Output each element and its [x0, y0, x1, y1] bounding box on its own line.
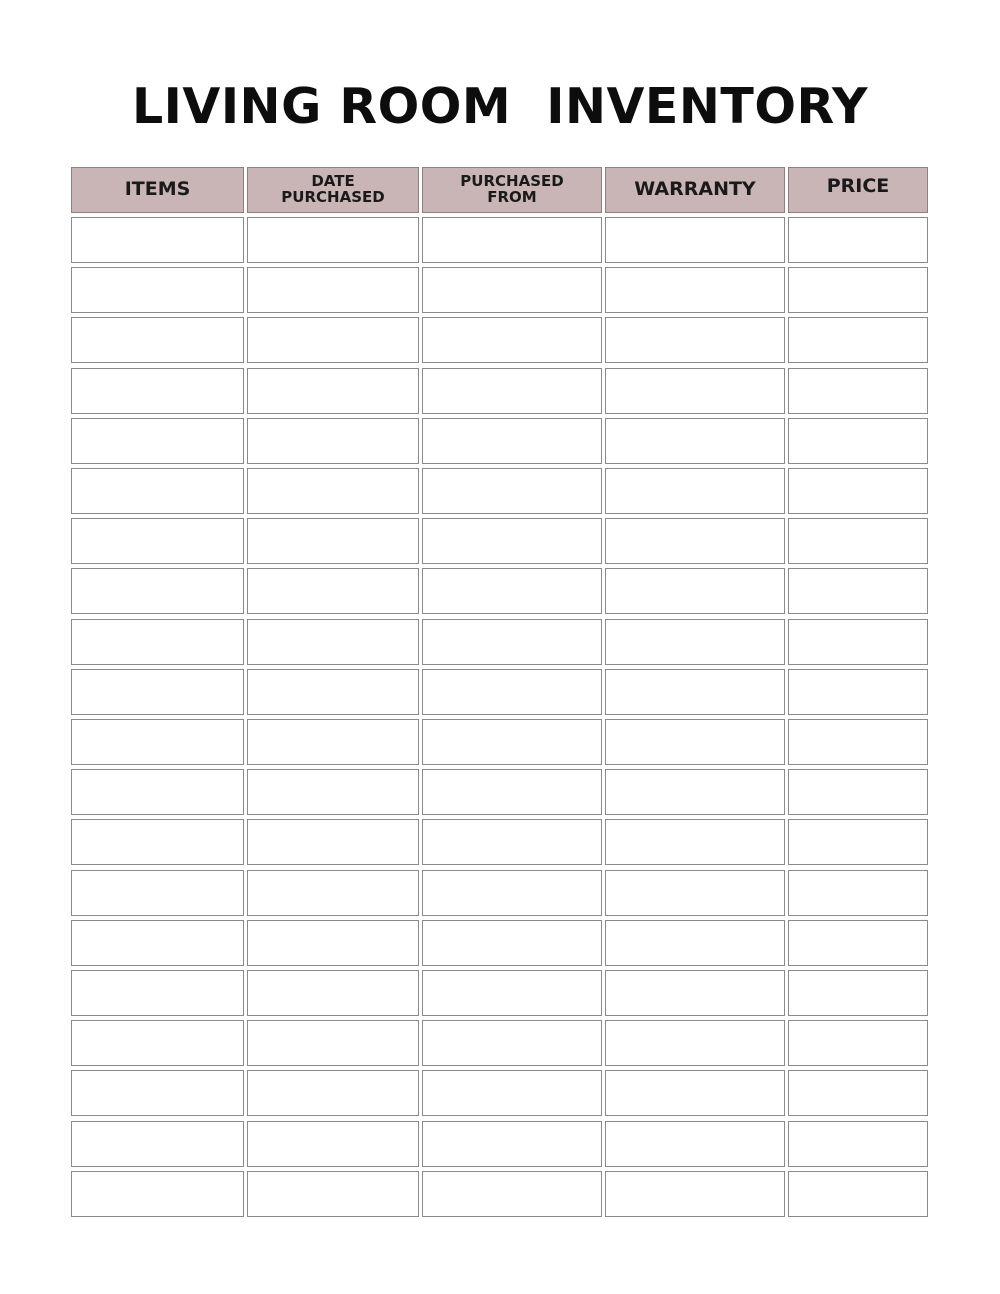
entry-cell-warranty[interactable] [605, 217, 785, 263]
entry-cell-items[interactable] [71, 518, 244, 564]
column-header-purchased-from [422, 167, 602, 213]
entry-cell-warranty[interactable] [605, 819, 785, 865]
column-header-label: DATE PURCHASED [281, 172, 385, 206]
entry-cell-items[interactable] [71, 920, 244, 966]
entry-cell-price[interactable] [788, 1070, 928, 1116]
entry-cell-date-purchased[interactable] [247, 267, 419, 313]
entry-cell-items[interactable] [71, 1171, 244, 1217]
entry-cell-purchased-from[interactable] [422, 418, 602, 464]
entry-cell-date-purchased[interactable] [247, 468, 419, 514]
entry-cell-warranty[interactable] [605, 267, 785, 313]
entry-cell-price[interactable] [788, 418, 928, 464]
entry-cell-price[interactable] [788, 970, 928, 1016]
entry-cell-date-purchased[interactable] [247, 568, 419, 614]
entry-cell-warranty[interactable] [605, 1121, 785, 1167]
entry-cell-purchased-from[interactable] [422, 920, 602, 966]
entry-cell-purchased-from[interactable] [422, 1171, 602, 1217]
entry-cell-date-purchased[interactable] [247, 518, 419, 564]
entry-cell-price[interactable] [788, 619, 928, 665]
entry-cell-date-purchased[interactable] [247, 619, 419, 665]
column-header-label: WARRANTY [634, 178, 756, 201]
entry-cell-purchased-from[interactable] [422, 769, 602, 815]
entry-cell-purchased-from[interactable] [422, 468, 602, 514]
entry-cell-items[interactable] [71, 317, 244, 363]
entry-cell-date-purchased[interactable] [247, 920, 419, 966]
entry-cell-items[interactable] [71, 568, 244, 614]
entry-cell-items[interactable] [71, 769, 244, 815]
entry-cell-purchased-from[interactable] [422, 217, 602, 263]
entry-cell-date-purchased[interactable] [247, 870, 419, 916]
entry-cell-items[interactable] [71, 468, 244, 514]
entry-cell-price[interactable] [788, 1020, 928, 1066]
entry-cell-purchased-from[interactable] [422, 719, 602, 765]
entry-cell-purchased-from[interactable] [422, 368, 602, 414]
column-header-warranty [605, 167, 785, 213]
column-header-label: ITEMS [124, 178, 191, 201]
column-header-label: PRICE [826, 175, 890, 198]
entry-cell-purchased-from[interactable] [422, 267, 602, 313]
entry-cell-price[interactable] [788, 719, 928, 765]
entry-cell-price[interactable] [788, 819, 928, 865]
entry-cell-date-purchased[interactable] [247, 368, 419, 414]
entry-cell-warranty[interactable] [605, 719, 785, 765]
entry-cell-date-purchased[interactable] [247, 819, 419, 865]
entry-cell-price[interactable] [788, 769, 928, 815]
entry-cell-warranty[interactable] [605, 1020, 785, 1066]
entry-cell-items[interactable] [71, 217, 244, 263]
entry-cell-items[interactable] [71, 669, 244, 715]
entry-cell-warranty[interactable] [605, 920, 785, 966]
entry-cell-price[interactable] [788, 317, 928, 363]
entry-cell-date-purchased[interactable] [247, 769, 419, 815]
entry-cell-date-purchased[interactable] [247, 418, 419, 464]
entry-cell-items[interactable] [71, 267, 244, 313]
entry-cell-date-purchased[interactable] [247, 719, 419, 765]
entry-cell-date-purchased[interactable] [247, 1070, 419, 1116]
entry-cell-items[interactable] [71, 1020, 244, 1066]
entry-cell-price[interactable] [788, 468, 928, 514]
entry-cell-purchased-from[interactable] [422, 1070, 602, 1116]
entry-cell-items[interactable] [71, 970, 244, 1016]
entry-cell-purchased-from[interactable] [422, 317, 602, 363]
entry-cell-warranty[interactable] [605, 870, 785, 916]
entry-cell-purchased-from[interactable] [422, 518, 602, 564]
entry-cell-purchased-from[interactable] [422, 870, 602, 916]
entry-cell-date-purchased[interactable] [247, 970, 419, 1016]
entry-cell-items[interactable] [71, 1121, 244, 1167]
entry-cell-purchased-from[interactable] [422, 669, 602, 715]
entry-cell-date-purchased[interactable] [247, 1020, 419, 1066]
entry-cell-warranty[interactable] [605, 418, 785, 464]
column-header-price [788, 167, 928, 213]
entry-cell-price[interactable] [788, 368, 928, 414]
entry-cell-warranty[interactable] [605, 619, 785, 665]
column-header-date-purchased [247, 167, 419, 213]
entry-cell-items[interactable] [71, 719, 244, 765]
entry-cell-items[interactable] [71, 870, 244, 916]
column-header-items [71, 167, 244, 213]
entry-cell-price[interactable] [788, 568, 928, 614]
entry-cell-price[interactable] [788, 870, 928, 916]
entry-cell-date-purchased[interactable] [247, 317, 419, 363]
entry-cell-items[interactable] [71, 819, 244, 865]
entry-cell-purchased-from[interactable] [422, 619, 602, 665]
entry-cell-warranty[interactable] [605, 1171, 785, 1217]
column-header-label: PURCHASED FROM [460, 172, 564, 206]
entry-cell-purchased-from[interactable] [422, 1121, 602, 1167]
entry-cell-items[interactable] [71, 368, 244, 414]
entry-cell-warranty[interactable] [605, 568, 785, 614]
entry-cell-date-purchased[interactable] [247, 669, 419, 715]
entry-cell-date-purchased[interactable] [247, 1121, 419, 1167]
entry-cell-items[interactable] [71, 619, 244, 665]
entry-cell-items[interactable] [71, 418, 244, 464]
page-title: LIVING ROOM INVENTORY [131, 78, 869, 135]
entry-cell-purchased-from[interactable] [422, 568, 602, 614]
entry-cell-price[interactable] [788, 669, 928, 715]
entry-cell-warranty[interactable] [605, 468, 785, 514]
entry-cell-date-purchased[interactable] [247, 1171, 419, 1217]
entry-cell-warranty[interactable] [605, 769, 785, 815]
entry-cell-purchased-from[interactable] [422, 970, 602, 1016]
entry-cell-price[interactable] [788, 217, 928, 263]
entry-cell-purchased-from[interactable] [422, 819, 602, 865]
entry-cell-items[interactable] [71, 1070, 244, 1116]
entry-cell-warranty[interactable] [605, 368, 785, 414]
entry-cell-price[interactable] [788, 267, 928, 313]
entry-cell-price[interactable] [788, 920, 928, 966]
entry-cell-warranty[interactable] [605, 1070, 785, 1116]
entry-cell-purchased-from[interactable] [422, 1020, 602, 1066]
entry-cell-date-purchased[interactable] [247, 217, 419, 263]
entry-cell-warranty[interactable] [605, 518, 785, 564]
entry-cell-warranty[interactable] [605, 317, 785, 363]
entry-cell-price[interactable] [788, 1171, 928, 1217]
entry-cell-warranty[interactable] [605, 669, 785, 715]
entry-cell-warranty[interactable] [605, 970, 785, 1016]
entry-cell-price[interactable] [788, 1121, 928, 1167]
entry-cell-price[interactable] [788, 518, 928, 564]
